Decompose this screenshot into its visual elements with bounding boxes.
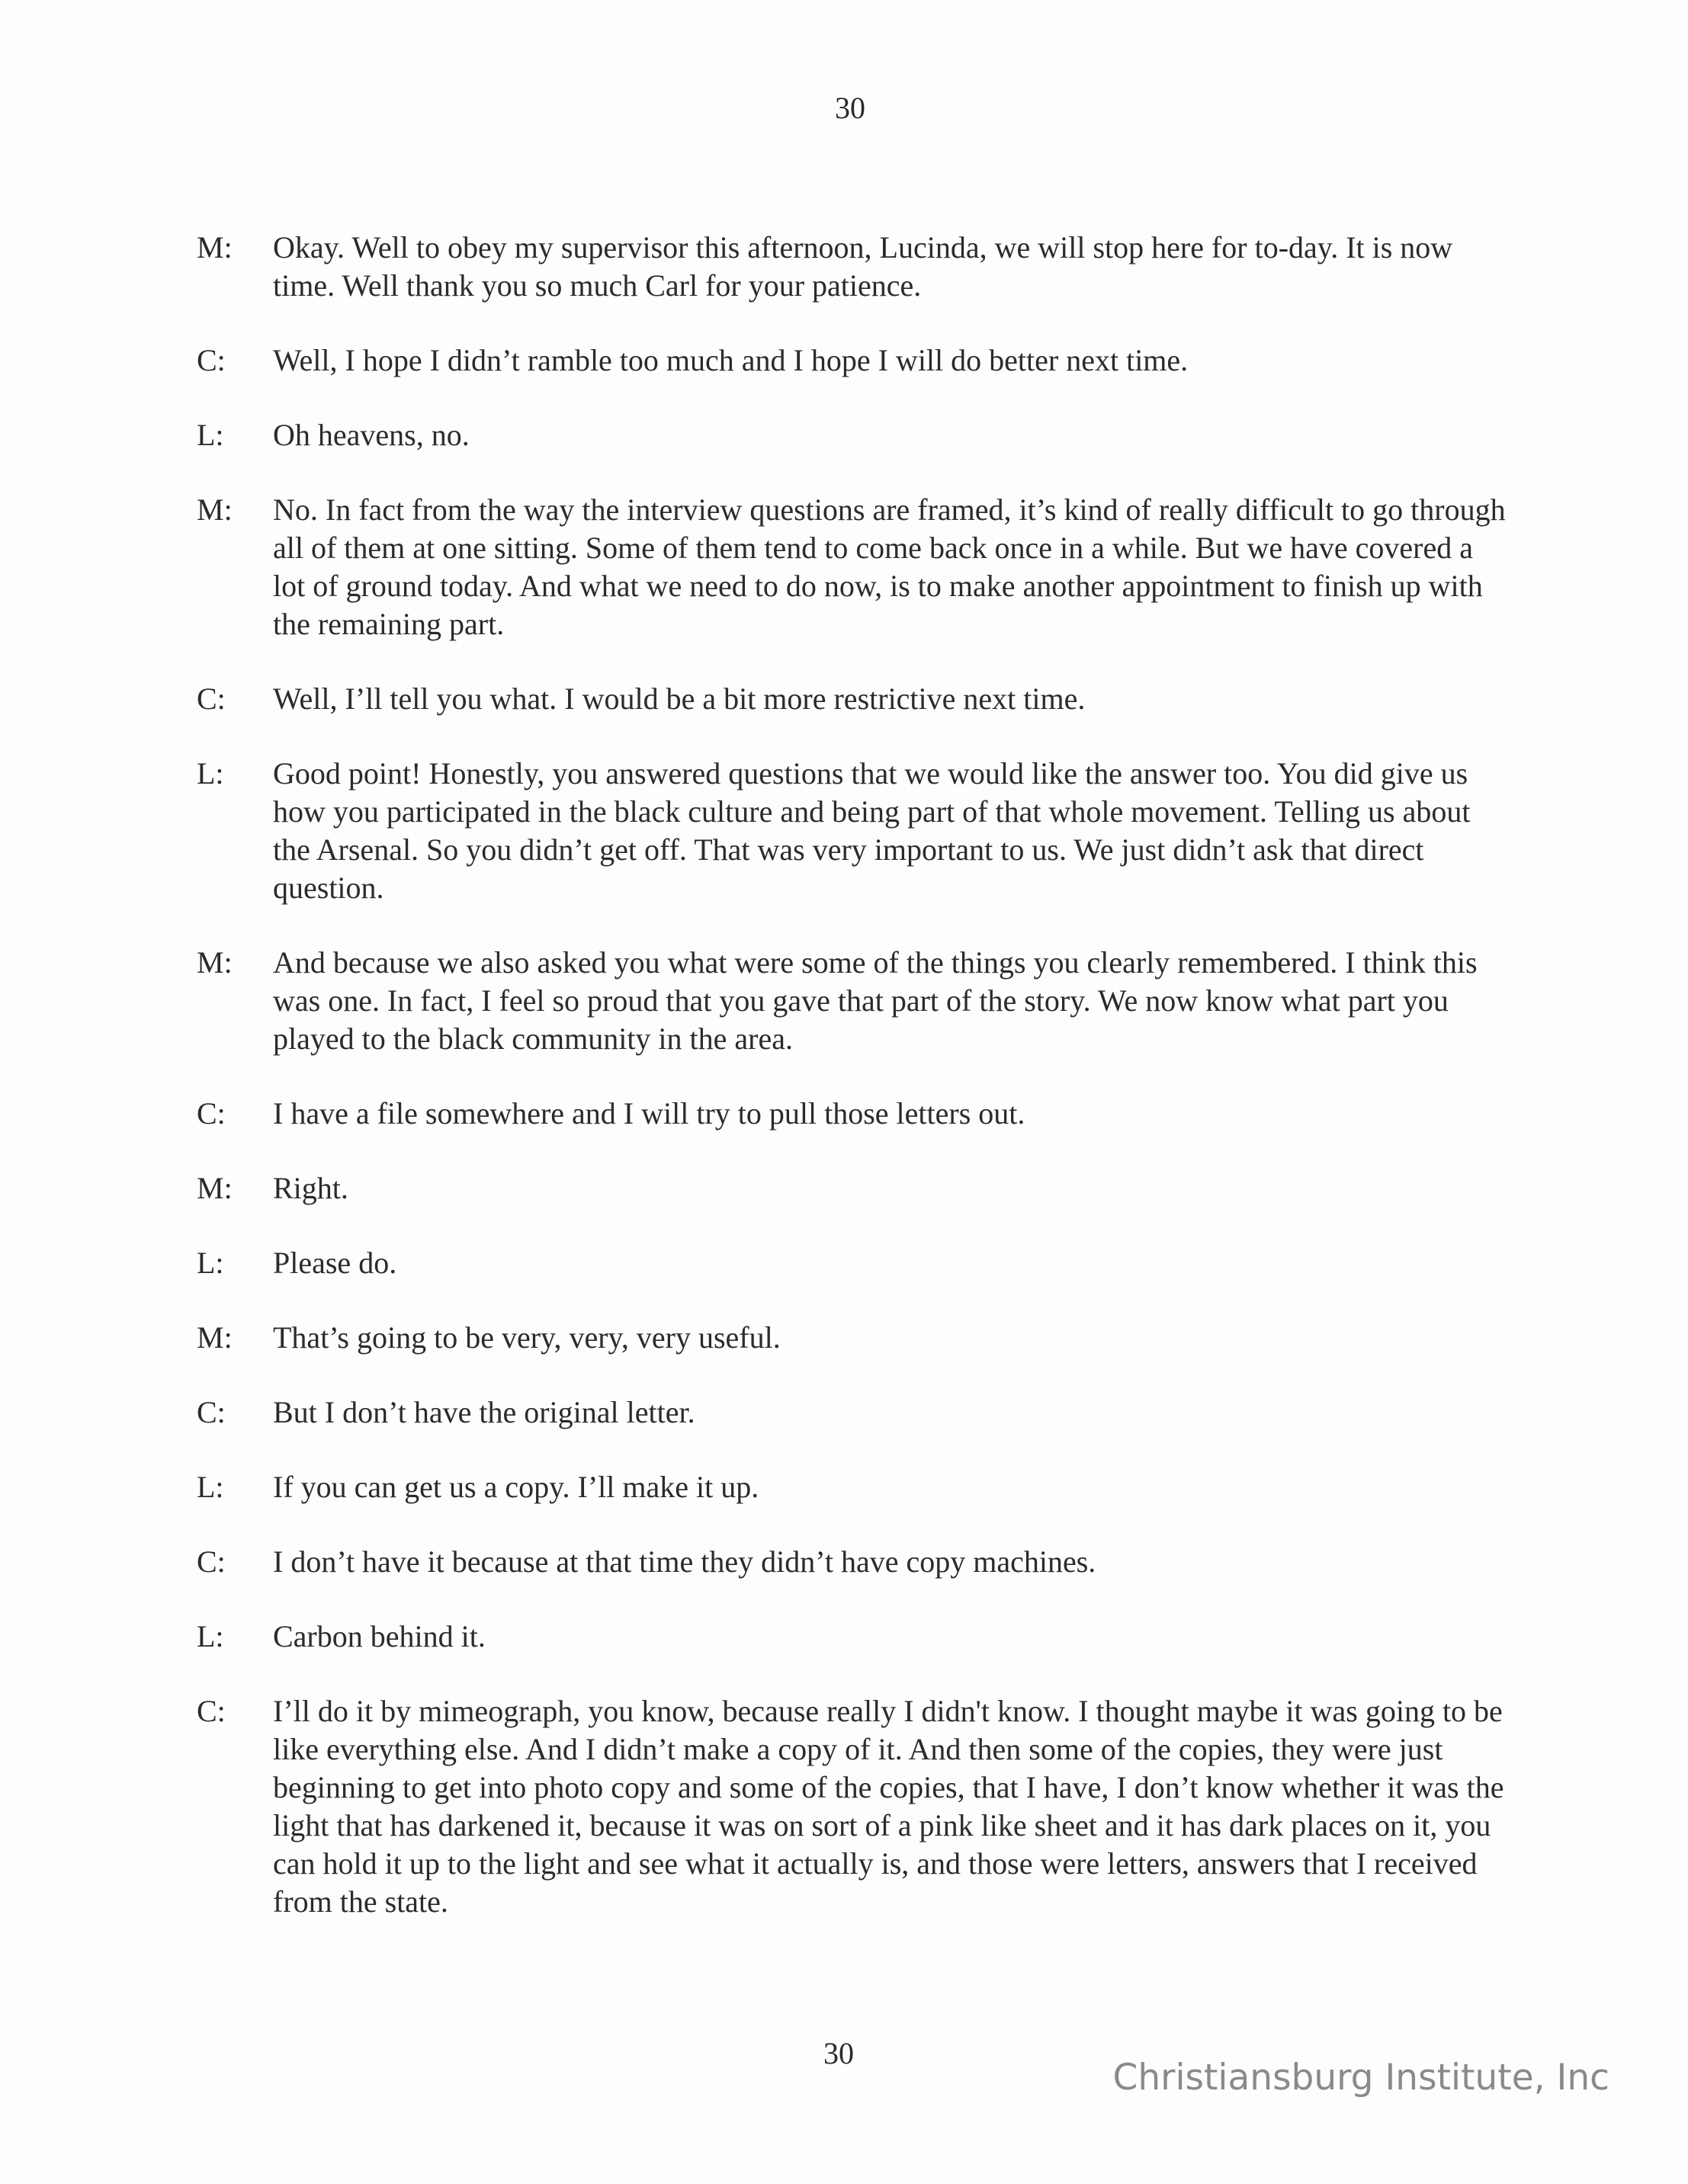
speaker-label: L: bbox=[197, 1619, 224, 1653]
speaker-label: L: bbox=[197, 1246, 224, 1280]
utterance-text: But I don’t have the original letter. bbox=[273, 1395, 695, 1429]
utterance-text: Okay. Well to obey my supervisor this afternoon, Lucinda, we will stop here for to-day. It is now time. Well thank you so much Carl for your patience. bbox=[273, 230, 1453, 303]
utterance-text: I don’t have it because at that time they didn’t have copy machines. bbox=[273, 1544, 1096, 1579]
utterance-text: Please do. bbox=[273, 1246, 397, 1280]
speaker-label: C: bbox=[197, 681, 226, 716]
page-number-bottom: 30 bbox=[823, 2036, 854, 2070]
utterance-text: I have a file somewhere and I will try to pull those letters out. bbox=[273, 1096, 1025, 1130]
speaker-label: M: bbox=[197, 492, 233, 527]
transcript-turn bbox=[197, 1393, 1508, 1432]
speaker-label: C: bbox=[197, 1544, 226, 1579]
speaker-label: L: bbox=[197, 1470, 224, 1504]
transcript-turn bbox=[197, 229, 1508, 305]
utterance-text: That’s going to be very, very, very useful. bbox=[273, 1320, 781, 1355]
speaker-label: C: bbox=[197, 1395, 226, 1429]
utterance-text: Right. bbox=[273, 1171, 348, 1205]
utterance-text: I’ll do it by mimeograph, you know, because really I didn't know. I thought maybe it was going to be like everything else. And I didn’t make a copy of it. And then some of the copies, they were just beginning to get into photo copy and some of the copies, that I have, I don’t know whether it was the light that has darkened it, because it was on sort of a pink like sheet and it has dark places on it, you can hold it up to the light and see what it actually is, and those were letters, answers that I received from the state. bbox=[273, 1694, 1504, 1919]
transcript-turn bbox=[197, 1692, 1508, 1921]
speaker-label: L: bbox=[197, 418, 224, 452]
transcript-turn bbox=[197, 680, 1508, 718]
transcript-turn bbox=[197, 1543, 1508, 1581]
speaker-label: C: bbox=[197, 1694, 226, 1728]
page-number-top: 30 bbox=[835, 91, 865, 125]
speaker-label: M: bbox=[197, 1320, 233, 1355]
transcript bbox=[197, 229, 1508, 1958]
transcript-turn bbox=[197, 1468, 1508, 1506]
transcript-turn bbox=[197, 1244, 1508, 1282]
speaker-label: M: bbox=[197, 1171, 233, 1205]
speaker-label: C: bbox=[197, 343, 226, 377]
utterance-text: Well, I’ll tell you what. I would be a bit more restrictive next time. bbox=[273, 681, 1086, 716]
utterance-text: Good point! Honestly, you answered questions that we would like the answer too. You did give us how you participated in the black culture and being part of that whole movement. Telling us about the Arsenal. So you didn’t get off. That was very important to us. We just didn’t ask that direct question. bbox=[273, 756, 1471, 905]
utterance-text: If you can get us a copy. I’ll make it up. bbox=[273, 1470, 759, 1504]
utterance-text: And because we also asked you what were some of the things you clearly remembered. I think this was one. In fact, I feel so proud that you gave that part of the story. We now know what part you played to the black community in the area. bbox=[273, 945, 1478, 1056]
transcript-turn bbox=[197, 491, 1508, 643]
utterance-text: Well, I hope I didn’t ramble too much and I hope I will do better next time. bbox=[273, 343, 1189, 377]
speaker-label: C: bbox=[197, 1096, 226, 1130]
speaker-label: M: bbox=[197, 945, 233, 980]
transcript-turn bbox=[197, 944, 1508, 1058]
transcript-turn bbox=[197, 1319, 1508, 1357]
speaker-label: M: bbox=[197, 230, 233, 265]
transcript-turn bbox=[197, 755, 1508, 907]
utterance-text: Carbon behind it. bbox=[273, 1619, 486, 1653]
transcript-turn bbox=[197, 1095, 1508, 1133]
transcript-turn bbox=[197, 342, 1508, 380]
watermark: Christiansburg Institute, Inc bbox=[1112, 2057, 1609, 2099]
utterance-text: Oh heavens, no. bbox=[273, 418, 470, 452]
transcript-turn bbox=[197, 1618, 1508, 1656]
transcript-turn bbox=[197, 1169, 1508, 1207]
transcript-turn bbox=[197, 416, 1508, 454]
utterance-text: No. In fact from the way the interview questions are framed, it’s kind of really difficult to go through all of them at one sitting. Some of them tend to come back once in a while. But we have covered a lot of ground today. And what we need to do now, is to make another appointment to finish up with the remaining part. bbox=[273, 492, 1506, 641]
speaker-label: L: bbox=[197, 756, 224, 791]
